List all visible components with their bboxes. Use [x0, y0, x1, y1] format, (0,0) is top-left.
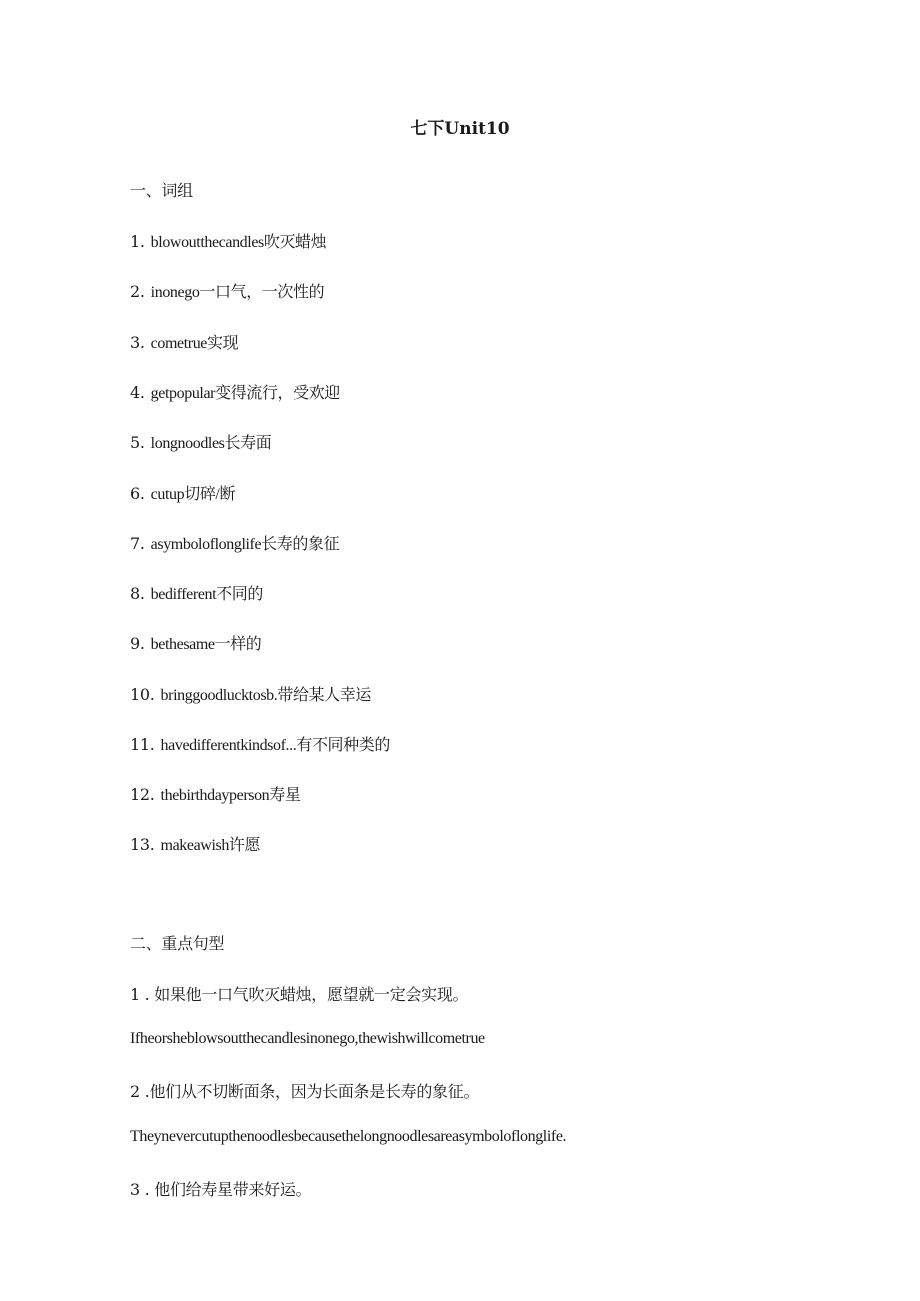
item-text: longnoodles长寿面 [150, 435, 272, 452]
phrase-item [130, 581, 263, 604]
item-text: cometrue实现 [150, 335, 239, 352]
item-text: bedifferent不同的 [150, 586, 263, 603]
item-text: thebirthdayperson寿星 [160, 787, 301, 804]
item-number: 5. [130, 433, 145, 452]
item-text: asymboloflonglife长寿的象征 [150, 536, 340, 553]
item-number: 3. [130, 333, 145, 352]
item-text: inonego一口气，一次性的 [150, 284, 325, 301]
phrase-item [130, 481, 235, 504]
sentence-chinese: 1 . 如果他一口气吹灭蜡烛，愿望就一定会实现。 [130, 985, 469, 1004]
sentence-english: Ifheorsheblowsoutthecandlesinonego,thewishwillcometrue [130, 1030, 485, 1047]
phrase-item [130, 380, 340, 403]
section-heading-sentences: 二、重点句型 [130, 934, 225, 953]
phrase-item [130, 330, 238, 353]
page-title: 七下Unit10 [410, 119, 510, 139]
item-text: makeawish许愿 [160, 837, 261, 854]
phrase-item [130, 732, 390, 755]
item-number: 11. [130, 735, 155, 754]
item-text: havedifferentkindsof...有不同种类的 [160, 737, 390, 754]
item-number: 10. [130, 685, 155, 704]
phrase-item [130, 229, 326, 252]
phrase-item [130, 782, 300, 805]
phrase-item [130, 682, 371, 705]
item-text: cutup切碎/断 [150, 486, 236, 503]
phrase-item [130, 279, 324, 302]
item-number: 9. [130, 634, 145, 653]
item-text: getpopular变得流行，受欢迎 [150, 385, 340, 402]
section-heading-phrases: 一、词组 [130, 181, 193, 200]
phrase-item [130, 430, 271, 453]
phrase-item [130, 531, 339, 554]
item-number: 12. [130, 785, 155, 804]
item-text: blowoutthecandles吹灭蜡烛 [150, 234, 327, 251]
item-number: 2. [130, 282, 145, 301]
phrase-item [130, 631, 261, 654]
item-number: 13. [130, 835, 155, 854]
sentence-chinese: 2 .他们从不切断面条，因为长面条是长寿的象征。 [130, 1082, 480, 1101]
sentence-english: Theynevercutupthenoodlesbecausethelongnoodlesareasymboloflonglife. [130, 1128, 567, 1145]
sentence-chinese: 3 . 他们给寿星带来好运。 [130, 1180, 312, 1199]
item-number: 7. [130, 534, 145, 553]
phrase-item [130, 832, 260, 855]
item-text: bethesame一样的 [150, 636, 262, 653]
item-number: 4. [130, 383, 145, 402]
item-number: 8. [130, 584, 145, 603]
item-number: 1. [130, 232, 145, 251]
item-number: 6. [130, 484, 145, 503]
item-text: bringgoodlucktosb.带给某人幸运 [160, 687, 371, 704]
